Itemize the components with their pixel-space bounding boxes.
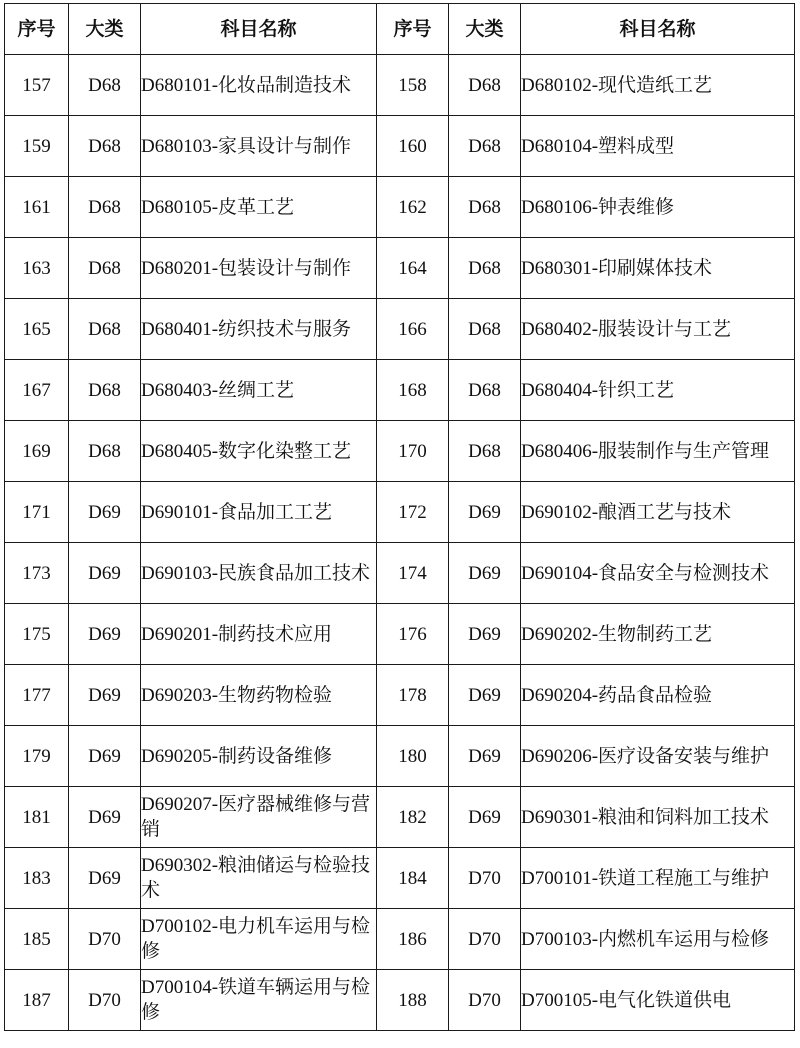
subject-name-cell: D690102-酿酒工艺与技术 xyxy=(521,482,795,543)
subject-name-cell: D690302-粮油储运与检验技术 xyxy=(141,848,377,909)
table-row xyxy=(5,665,795,726)
category-cell: D70 xyxy=(69,970,141,1031)
seq-cell: 163 xyxy=(5,238,69,299)
subject-name-cell: D680301-印刷媒体技术 xyxy=(521,238,795,299)
table-row xyxy=(5,299,795,360)
seq-cell: 170 xyxy=(377,421,449,482)
subject-name-cell: D700101-铁道工程施工与维护 xyxy=(521,848,795,909)
seq-cell: 178 xyxy=(377,665,449,726)
seq-cell: 183 xyxy=(5,848,69,909)
category-cell: D68 xyxy=(449,177,521,238)
table-row xyxy=(5,970,795,1031)
seq-cell: 166 xyxy=(377,299,449,360)
subject-name-cell: D680104-塑料成型 xyxy=(521,116,795,177)
category-cell: D69 xyxy=(449,543,521,604)
subject-name-cell: D690205-制药设备维修 xyxy=(141,726,377,787)
category-cell: D68 xyxy=(449,238,521,299)
category-cell: D69 xyxy=(69,726,141,787)
seq-cell: 171 xyxy=(5,482,69,543)
table-row xyxy=(5,543,795,604)
seq-cell: 158 xyxy=(377,55,449,116)
header-subject-right: 科目名称 xyxy=(521,4,795,55)
category-cell: D70 xyxy=(449,848,521,909)
seq-cell: 169 xyxy=(5,421,69,482)
subject-name-cell: D680405-数字化染整工艺 xyxy=(141,421,377,482)
header-subject-left: 科目名称 xyxy=(141,4,377,55)
subject-name-cell: D690301-粮油和饲料加工技术 xyxy=(521,787,795,848)
seq-cell: 165 xyxy=(5,299,69,360)
header-seq-right: 序号 xyxy=(377,4,449,55)
seq-cell: 162 xyxy=(377,177,449,238)
table-row xyxy=(5,482,795,543)
subject-name-cell: D690203-生物药物检验 xyxy=(141,665,377,726)
subject-name-cell: D690103-民族食品加工技术 xyxy=(141,543,377,604)
table-body xyxy=(5,55,795,1031)
seq-cell: 187 xyxy=(5,970,69,1031)
table-row xyxy=(5,787,795,848)
seq-cell: 184 xyxy=(377,848,449,909)
category-cell: D68 xyxy=(449,421,521,482)
table-row xyxy=(5,726,795,787)
category-cell: D68 xyxy=(449,360,521,421)
category-cell: D68 xyxy=(69,421,141,482)
table-row xyxy=(5,360,795,421)
table-row xyxy=(5,238,795,299)
seq-cell: 168 xyxy=(377,360,449,421)
seq-cell: 181 xyxy=(5,787,69,848)
category-cell: D69 xyxy=(449,482,521,543)
seq-cell: 173 xyxy=(5,543,69,604)
category-cell: D68 xyxy=(449,116,521,177)
table-row xyxy=(5,909,795,970)
category-cell: D69 xyxy=(449,665,521,726)
seq-cell: 188 xyxy=(377,970,449,1031)
table-row xyxy=(5,177,795,238)
header-seq-left: 序号 xyxy=(5,4,69,55)
subject-table xyxy=(4,3,795,1031)
seq-cell: 186 xyxy=(377,909,449,970)
category-cell: D68 xyxy=(449,299,521,360)
table-row xyxy=(5,848,795,909)
subject-name-cell: D680105-皮革工艺 xyxy=(141,177,377,238)
table-row xyxy=(5,116,795,177)
category-cell: D69 xyxy=(69,787,141,848)
category-cell: D68 xyxy=(69,360,141,421)
subject-name-cell: D690202-生物制药工艺 xyxy=(521,604,795,665)
category-cell: D69 xyxy=(69,482,141,543)
subject-name-cell: D700103-内燃机车运用与检修 xyxy=(521,909,795,970)
category-cell: D70 xyxy=(449,909,521,970)
category-cell: D68 xyxy=(449,55,521,116)
category-cell: D70 xyxy=(449,970,521,1031)
category-cell: D69 xyxy=(69,604,141,665)
subject-name-cell: D690104-食品安全与检测技术 xyxy=(521,543,795,604)
seq-cell: 180 xyxy=(377,726,449,787)
category-cell: D70 xyxy=(69,909,141,970)
category-cell: D69 xyxy=(69,665,141,726)
subject-name-cell: D680102-现代造纸工艺 xyxy=(521,55,795,116)
seq-cell: 172 xyxy=(377,482,449,543)
subject-name-cell: D680101-化妆品制造技术 xyxy=(141,55,377,116)
subject-name-cell: D680406-服装制作与生产管理 xyxy=(521,421,795,482)
subject-name-cell: D700105-电气化铁道供电 xyxy=(521,970,795,1031)
category-cell: D68 xyxy=(69,55,141,116)
seq-cell: 164 xyxy=(377,238,449,299)
seq-cell: 160 xyxy=(377,116,449,177)
seq-cell: 157 xyxy=(5,55,69,116)
seq-cell: 177 xyxy=(5,665,69,726)
seq-cell: 159 xyxy=(5,116,69,177)
category-cell: D69 xyxy=(69,543,141,604)
seq-cell: 176 xyxy=(377,604,449,665)
category-cell: D69 xyxy=(449,604,521,665)
category-cell: D68 xyxy=(69,238,141,299)
table-row xyxy=(5,604,795,665)
subject-name-cell: D690207-医疗器械维修与营销 xyxy=(141,787,377,848)
subject-name-cell: D700102-电力机车运用与检修 xyxy=(141,909,377,970)
subject-name-cell: D690101-食品加工工艺 xyxy=(141,482,377,543)
category-cell: D68 xyxy=(69,116,141,177)
subject-name-cell: D680403-丝绸工艺 xyxy=(141,360,377,421)
subject-name-cell: D680106-钟表维修 xyxy=(521,177,795,238)
subject-name-cell: D680402-服装设计与工艺 xyxy=(521,299,795,360)
seq-cell: 185 xyxy=(5,909,69,970)
category-cell: D69 xyxy=(449,726,521,787)
category-cell: D68 xyxy=(69,299,141,360)
subject-name-cell: D700104-铁道车辆运用与检修 xyxy=(141,970,377,1031)
table-row xyxy=(5,421,795,482)
category-cell: D69 xyxy=(69,848,141,909)
subject-name-cell: D680401-纺织技术与服务 xyxy=(141,299,377,360)
table-row xyxy=(5,55,795,116)
subject-name-cell: D680201-包装设计与制作 xyxy=(141,238,377,299)
seq-cell: 161 xyxy=(5,177,69,238)
seq-cell: 174 xyxy=(377,543,449,604)
seq-cell: 179 xyxy=(5,726,69,787)
subject-name-cell: D690201-制药技术应用 xyxy=(141,604,377,665)
subject-name-cell: D680404-针织工艺 xyxy=(521,360,795,421)
seq-cell: 182 xyxy=(377,787,449,848)
category-cell: D68 xyxy=(69,177,141,238)
seq-cell: 175 xyxy=(5,604,69,665)
subject-name-cell: D690206-医疗设备安装与维护 xyxy=(521,726,795,787)
header-row xyxy=(5,4,795,55)
seq-cell: 167 xyxy=(5,360,69,421)
header-category-left: 大类 xyxy=(69,4,141,55)
category-cell: D69 xyxy=(449,787,521,848)
header-category-right: 大类 xyxy=(449,4,521,55)
subject-name-cell: D680103-家具设计与制作 xyxy=(141,116,377,177)
subject-name-cell: D690204-药品食品检验 xyxy=(521,665,795,726)
